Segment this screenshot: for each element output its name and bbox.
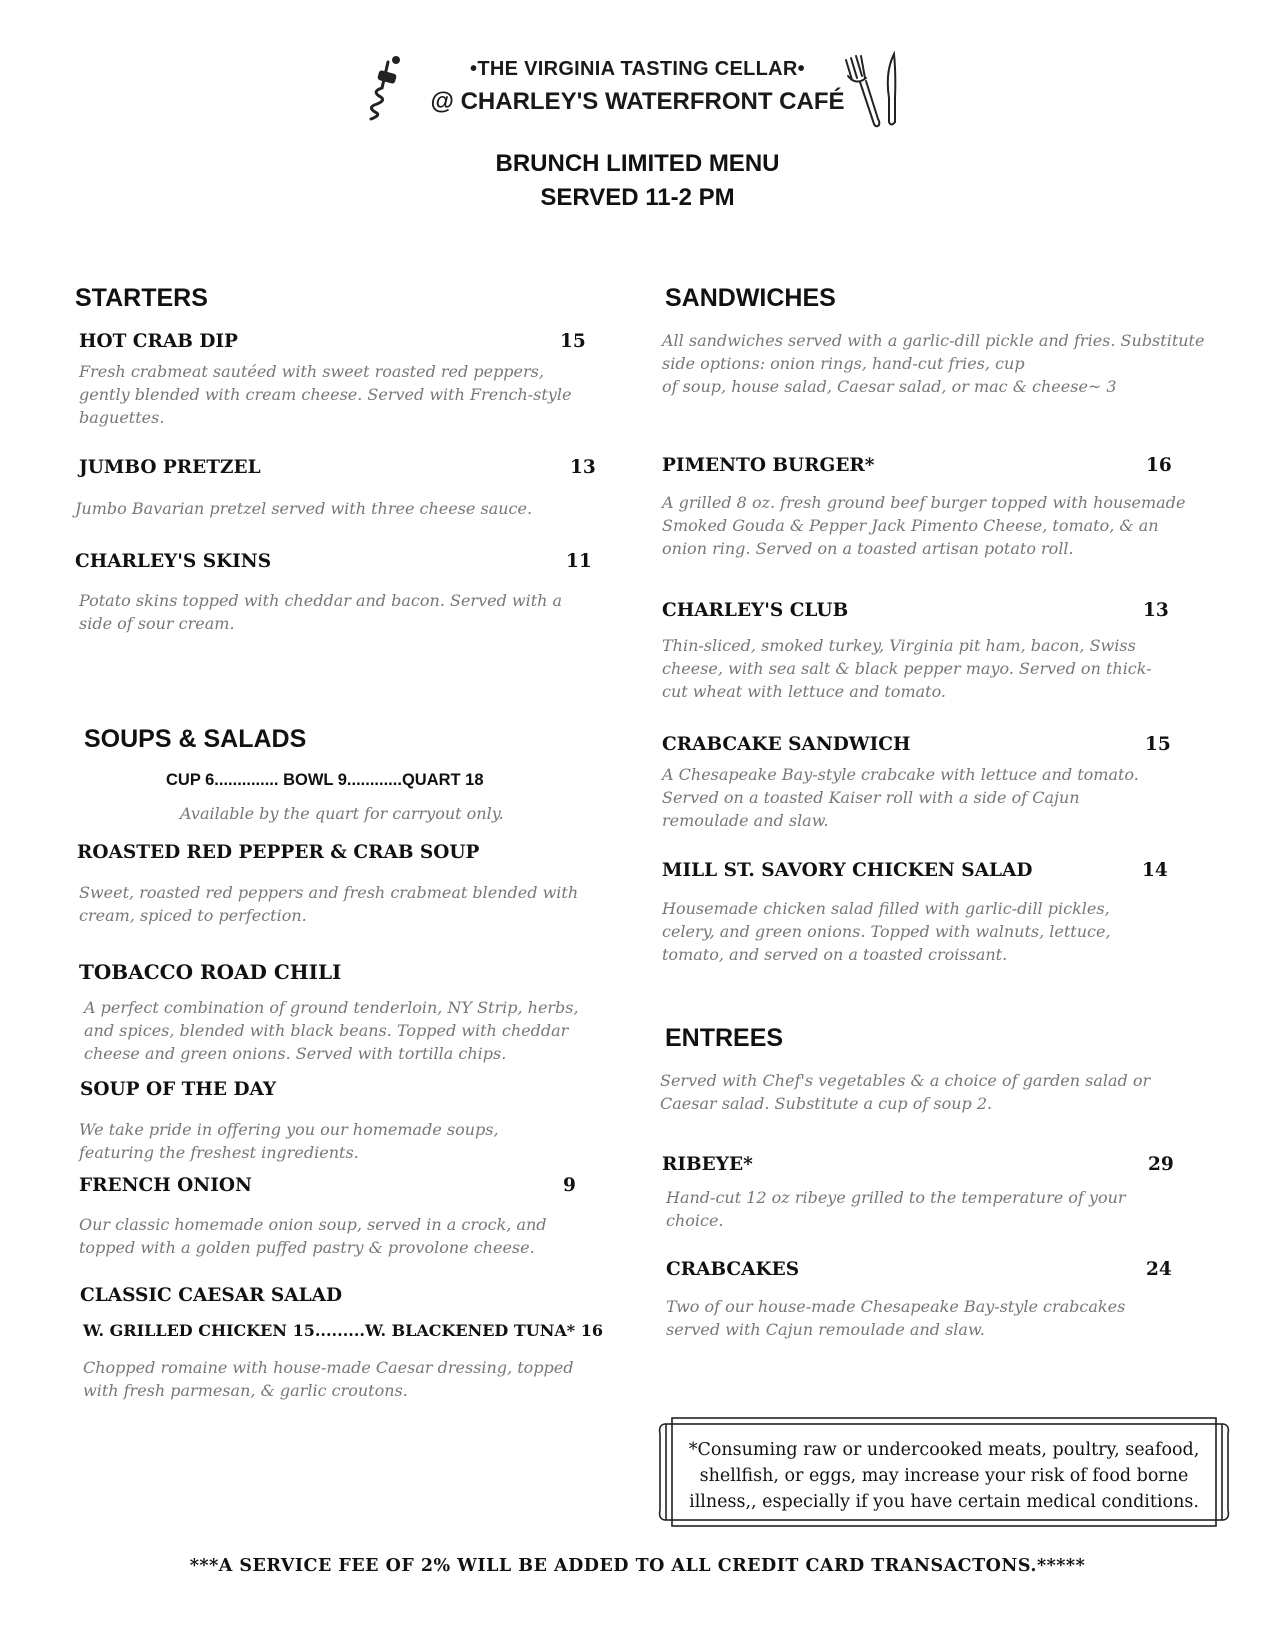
soup-sizes-note: Available by the quart for carryout only. [180, 804, 504, 823]
description-line: featuring the freshest ingredients. [79, 1143, 359, 1162]
description-line: Our classic homemade onion soup, served in a crock, and [79, 1215, 547, 1234]
description-line: and spices, blended with black beans. Topped with cheddar [84, 1021, 569, 1040]
description-line: Housemade chicken salad filled with garlic-dill pickles, [662, 899, 1110, 918]
menu-item-description [79, 589, 562, 635]
menu-item-description [75, 497, 532, 520]
menu-item-name: SOUP OF THE DAY [80, 1079, 277, 1100]
menu-item-name: HOT CRAB DIP [79, 331, 238, 352]
description-line: Thin-sliced, smoked turkey, Virginia pit ham, bacon, Swiss [662, 636, 1136, 655]
description-line: baguettes. [79, 408, 165, 427]
menu-item-price: 13 [570, 457, 596, 478]
description-line: cheese and green onions. Served with tortilla chips. [84, 1044, 507, 1063]
description-line: gently blended with cream cheese. Served with French-style [79, 385, 572, 404]
section-title-starters: STARTERS [75, 284, 208, 312]
menu-item-description [662, 491, 1185, 560]
menu-item-name: ROASTED RED PEPPER & CRAB SOUP [77, 842, 480, 863]
menu-item-description [79, 1213, 547, 1259]
description-line: Served on a toasted Kaiser roll with a side of Cajun [662, 788, 1080, 807]
menu-item-price: 16 [1146, 455, 1172, 476]
menu-item-name: CRABCAKE SANDWICH [662, 734, 911, 755]
description-line: A perfect combination of ground tenderloin, NY Strip, herbs, [84, 998, 579, 1017]
menu-item-price: 29 [1148, 1154, 1174, 1175]
menu-item-name: JUMBO PRETZEL [79, 457, 261, 478]
description-line: celery, and green onions. Topped with walnuts, lettuce, [662, 922, 1111, 941]
menu-item-name: RIBEYE* [662, 1154, 753, 1175]
description-line: cream, spiced to perfection. [79, 906, 307, 925]
menu-item-description [79, 360, 571, 429]
description-line: Hand-cut 12 oz ribeye grilled to the temperature of your [666, 1188, 1126, 1207]
description-line: tomato, and served on a toasted croissant. [662, 945, 1008, 964]
menu-item-price: 9 [563, 1175, 576, 1196]
fork-knife-icon [842, 50, 904, 130]
section-title-sandwiches: SANDWICHES [665, 284, 836, 312]
description-line: with fresh parmesan, & garlic croutons. [83, 1381, 408, 1400]
menu-item-price: 15 [560, 331, 586, 352]
logo-line-2: @ CHARLEY'S WATERFRONT CAFÉ [430, 88, 845, 115]
service-fee-notice: ***A SERVICE FEE OF 2% WILL BE ADDED TO ALL CREDIT CARD TRANSACTONS.***** [189, 1556, 1086, 1576]
description-line: Smoked Gouda & Pepper Jack Pimento Cheese, tomato, & an [662, 516, 1159, 535]
menu-item-name: FRENCH ONION [79, 1175, 252, 1196]
menu-item-price: 14 [1142, 860, 1168, 881]
menu-item-description [662, 897, 1111, 966]
notice-line: shellfish, or eggs, may increase your risk of food borne [699, 1466, 1189, 1486]
soup-sizes: CUP 6.............. BOWL 9............QUART 18 [166, 771, 484, 789]
notice-line: *Consuming raw or undercooked meats, poultry, seafood, [688, 1440, 1200, 1460]
menu-title: BRUNCH LIMITED MENU [495, 150, 780, 177]
description-line: remoulade and slaw. [662, 811, 829, 830]
menu-item-description [662, 763, 1139, 832]
description-line: of soup, house salad, Caesar salad, or mac & cheese~ 3 [662, 377, 1117, 396]
menu-item-name: TOBACCO ROAD CHILI [79, 960, 342, 984]
menu-item-name: CHARLEY'S CLUB [662, 600, 849, 621]
description-line: onion ring. Served on a toasted artisan potato roll. [662, 539, 1074, 558]
notice-line: illness,, especially if you have certain medical conditions. [689, 1492, 1199, 1512]
menu-item-description [83, 1356, 574, 1402]
description-line: side of sour cream. [79, 614, 235, 633]
description-line: Sweet, roasted red peppers and fresh crabmeat blended with [79, 883, 579, 902]
description-line: All sandwiches served with a garlic-dill pickle and fries. Substitute [662, 331, 1205, 350]
description-line: cut wheat with lettuce and tomato. [662, 682, 947, 701]
entrees-intro [660, 1069, 1150, 1115]
description-line: A Chesapeake Bay-style crabcake with lettuce and tomato. [662, 765, 1139, 784]
menu-item-description [84, 996, 579, 1065]
description-line: We take pride in offering you our homemade soups, [79, 1120, 499, 1139]
description-line: side options: onion rings, hand-cut fries, cup [662, 354, 1025, 373]
menu-item-price: 24 [1146, 1259, 1172, 1280]
description-line: Two of our house-made Chesapeake Bay-style crabcakes [666, 1297, 1126, 1316]
description-line: Caesar salad. Substitute a cup of soup 2. [660, 1094, 993, 1113]
logo-line-1: •THE VIRGINIA TASTING CELLAR• [470, 58, 805, 80]
description-line: served with Cajun remoulade and slaw. [666, 1320, 985, 1339]
menu-item-name: CHARLEY'S SKINS [75, 551, 272, 572]
description-line: cheese, with sea salt & black pepper mayo. Served on thick- [662, 659, 1152, 678]
section-title-soups-salads: SOUPS & SALADS [84, 725, 307, 753]
sandwiches-intro [662, 329, 1204, 398]
menu-item-name: CLASSIC CAESAR SALAD [80, 1285, 343, 1306]
menu-item-description [666, 1295, 1125, 1341]
menu-item-name: PIMENTO BURGER* [662, 455, 875, 476]
menu-item-price: 15 [1145, 734, 1171, 755]
description-line: Jumbo Bavarian pretzel served with three cheese sauce. [75, 499, 533, 518]
section-title-entrees: ENTREES [665, 1024, 784, 1052]
description-line: choice. [666, 1211, 724, 1230]
menu-item-description [662, 634, 1152, 703]
menu-item-name: CRABCAKES [666, 1259, 800, 1280]
menu-item-price: 13 [1143, 600, 1169, 621]
description-line: A grilled 8 oz. fresh ground beef burger topped with housemade [662, 493, 1186, 512]
food-safety-notice [663, 1424, 1225, 1520]
menu-item-description [666, 1186, 1126, 1232]
menu-item-price: 11 [566, 551, 592, 572]
description-line: Fresh crabmeat sautéed with sweet roasted red peppers, [79, 362, 544, 381]
menu-item-description [79, 1118, 499, 1164]
menu-item-name: MILL ST. SAVORY CHICKEN SALAD [662, 860, 1033, 881]
description-line: topped with a golden puffed pastry & provolone cheese. [79, 1238, 535, 1257]
menu-hours: SERVED 11-2 PM [540, 184, 735, 211]
description-line: Chopped romaine with house-made Caesar dressing, topped [83, 1358, 574, 1377]
menu-item-description [79, 881, 578, 927]
description-line: Served with Chef's vegetables & a choice of garden salad or [660, 1071, 1151, 1090]
description-line: Potato skins topped with cheddar and bacon. Served with a [79, 591, 563, 610]
salad-options: W. GRILLED CHICKEN 15.........W. BLACKENED TUNA* 16 [83, 1321, 603, 1340]
